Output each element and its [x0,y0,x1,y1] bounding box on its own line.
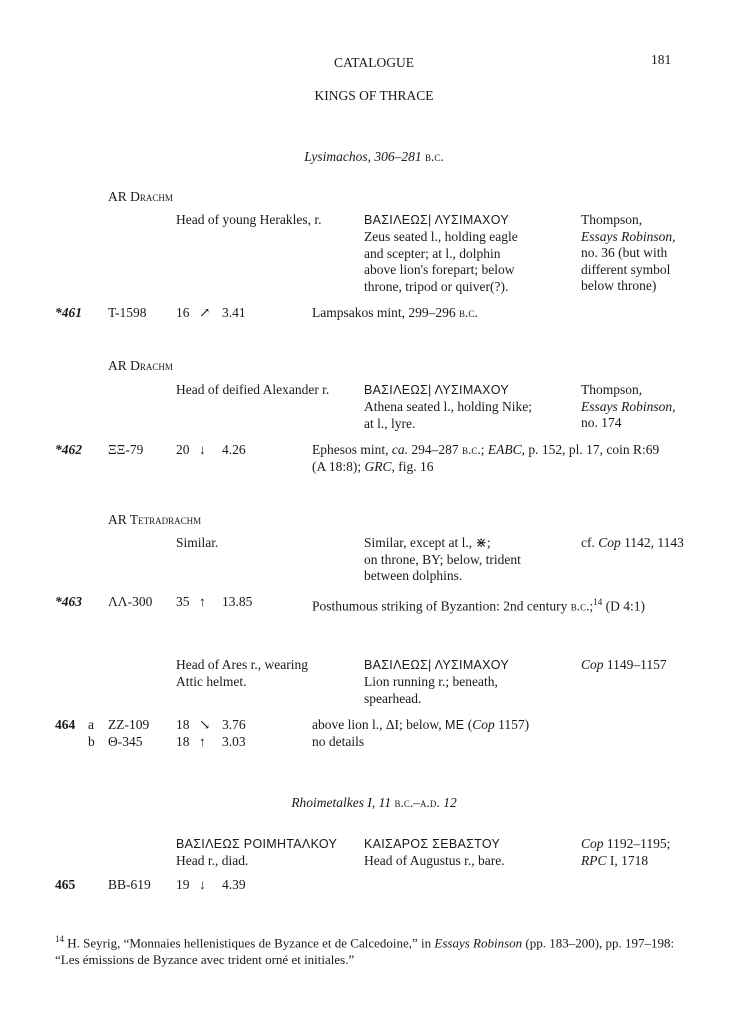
variety-letter: a [88,717,94,732]
coin-note: no details [312,734,365,749]
die-axis-arrow: ↓ [199,442,206,457]
coin-weight: 13.85 [222,594,253,609]
coin-number: *461 [55,305,82,320]
obverse-description: Head of deified Alexander r. [176,382,330,397]
monogram: ΜΕ [445,718,465,732]
obverse-description: Head of young Herakles, r. [176,212,322,227]
reverse-description: Lion running r.; beneath, spearhead. [364,674,498,706]
inventory-number: T-1598 [108,305,147,320]
coin-diameter: 18 [176,734,190,749]
page-number: 181 [651,52,672,67]
coin-note: Lampsakos mint, 299–296 b.c. [312,305,478,320]
die-axis-arrow: ↘ [199,717,211,732]
denomination: AR Drachm [108,358,173,373]
inventory-number: BB-619 [108,877,151,892]
coin-weight: 3.03 [222,734,246,749]
die-axis-arrow: ↗ [199,305,211,320]
obverse-description: Head of Ares r., wearing Attic helmet. [176,657,308,689]
coin-number: 464 [55,717,76,732]
inventory-number: ΞΞ-79 [108,442,144,457]
coin-note: above lion l., ΔΙ; below, ΜΕ (Cop 1157) [312,717,530,732]
reverse-description: Athena seated l., holding Nike; at l., lyre. [364,399,532,431]
coin-diameter: 16 [176,305,190,320]
inventory-number: Θ-345 [108,734,143,749]
denomination: AR Tetradrachm [108,512,202,527]
reference: cf. Cop 1142, 1143 [581,535,684,550]
denomination: AR Drachm [108,189,173,204]
footnote: $^{14}$ H. Seyrig, “Monnaies hellenistiques de Byzance et de Calcedoine,” in Essays Robinson (pp. 183–200), pp. 197–198: “Les émissions de Byzance avec trident orné et initiales.” [55,934,675,967]
die-axis-arrow: ↑ [199,734,206,749]
reference: Thompson, Essays Robinson, no. 174 [581,382,676,430]
die-axis-arrow: ↑ [199,594,206,609]
coin-diameter: 20 [176,442,190,457]
coin-weight: 3.41 [222,305,246,320]
coin-weight: 4.39 [222,877,246,892]
coin-weight: 3.76 [222,717,246,732]
ruler-heading: Lysimachos, 306–281 b.c. [304,149,444,164]
reverse-description: Head of Augustus r., bare. [364,853,505,868]
coin-diameter: 19 [176,877,190,892]
coin-weight: 4.26 [222,442,246,457]
reverse-legend: ΚΑΙΣΑΡΟΣ ΣΕΒΑΣΤΟΥ [364,837,501,851]
ruler-heading: Rhoimetalkes I, 11 b.c.–a.d. 12 [291,795,457,810]
reverse-legend: ΒΑΣΙΛΕΩΣ| ΛΥΣΙΜΑΧΟΥ [364,383,510,397]
variety-letter: b [88,734,95,749]
obverse-description: Similar. [176,535,219,550]
coin-note: Ephesos mint, ca. 294–287 b.c.; EABC, p. 152, pl. 17, coin R:69 (A 18:8); GRC, fig. 16 [312,442,660,474]
coin-note: Posthumous striking of Byzantion: 2nd century b.c.;$^{14}$ (D 4:1) [312,597,646,614]
reverse-description: Zeus seated l., holding eagle and scepter; at l., dolphin above lion's forepart; below throne, tripod or quiver(?). [364,229,518,294]
coin-number: 465 [55,877,76,892]
section-title: KINGS OF THRACE [314,88,434,103]
die-axis-arrow: ↓ [199,877,206,892]
reverse-legend: ΒΑΣΙΛΕΩΣ| ΛΥΣΙΜΑΧΟΥ [364,213,510,227]
reverse-description: Similar, except at l., ⋇; on throne, ΒΥ; below, trident between dolphins. [364,535,521,583]
running-title: CATALOGUE [334,55,414,70]
inventory-number: ZZ-109 [108,717,150,732]
obverse-description: Head r., diad. [176,853,249,868]
coin-number: *463 [55,594,82,609]
coin-number: *462 [55,442,82,457]
reference: Cop 1149–1157 [581,657,667,672]
coin-diameter: 35 [176,594,190,609]
footnote-reference[interactable]: 14 [593,597,603,607]
reverse-legend: ΒΑΣΙΛΕΩΣ| ΛΥΣΙΜΑΧΟΥ [364,658,510,672]
footnote-number: 14 [55,934,64,944]
inventory-number: ΛΛ-300 [108,594,153,609]
reference: Cop 1192–1195; RPC I, 1718 [581,836,671,868]
reference: Thompson, Essays Robinson, no. 36 (but with different symbol below throne) [581,212,676,293]
obverse-legend: ΒΑΣΙΛΕΩΣ ΡΟΙΜΗΤΑΛΚΟΥ [176,837,338,851]
coin-diameter: 18 [176,717,190,732]
